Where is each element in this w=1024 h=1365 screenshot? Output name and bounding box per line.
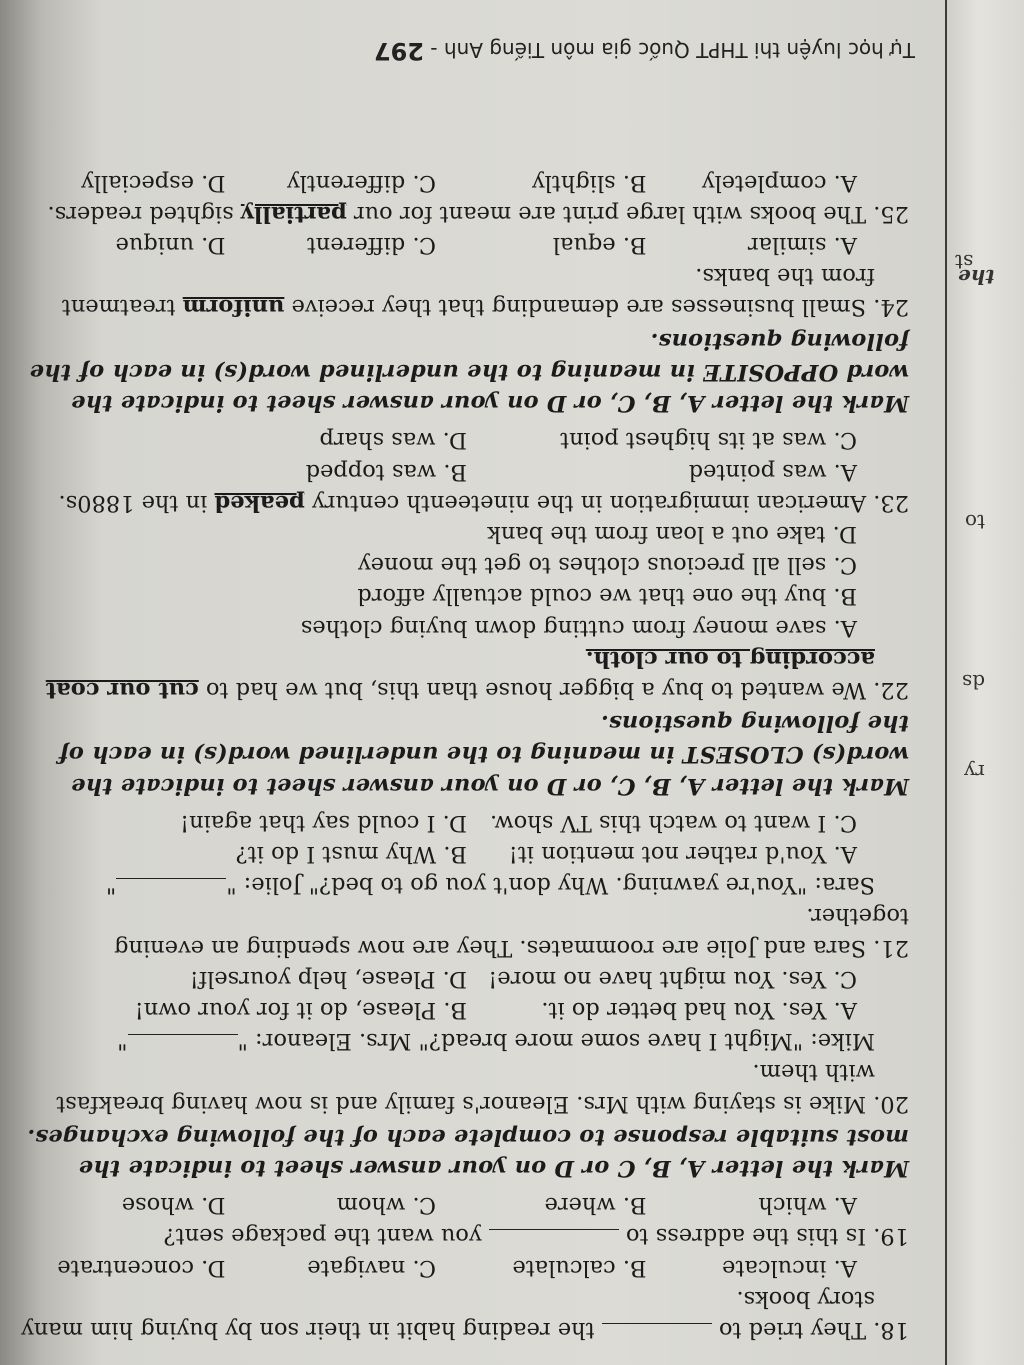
option: A. completely (701, 169, 857, 196)
option: B. Why must I do it? (235, 840, 467, 867)
question-18: 18. They tried to the reading habit in their son by buying him many (21, 1317, 909, 1343)
q20-options-row1 (15, 994, 915, 1025)
option: C. was at its highest point (560, 427, 857, 454)
option: C. sell all precious clothes to get the money (357, 552, 857, 579)
page-content: 18. They tried to the reading habit in their son by buying him many story books. A. inculcate B. calculate C. navigate D. concentrate 19. Is this the address to you want the package sent? A. which B. where C. whom D. whose Mark the letter A, B, C or D on your answer sheet to indicate the most suitable response to complete each of the following exchanges. 20. Mike is staying with Mrs. Eleanor's family and is now having breakfast with them. Mike: "Might I have some more bread?" Mrs. Eleanor: "" A. Yes. You had better do it. B. Please, do it for your own! C. Yes. You might have no more! D. Please, help yourself! 21. Sara and Jolie are roommates. They are now spending an evening together. Sara: "You're yawning. Why don't you go to bed?" Jolie: "" A. You'd rather not mention it! B. Why must I do it? C. I want to watch this TV show. D. I could say that again! Mark the letter A, B, C, or D on your answer sheet to indicate the word(s) CLOSEST in meaning to the underlined word(s) in each of the following questions. 22. We wanted to buy a bigger house than this, but we had to cut our coat according to our cloth. A. save money from cutting down buying clothes B. buy the one that we could actually afford C. sell all precious clothes to get the money D. take out a loan from the bank 23. American immigration in the nineteenth century peaked in the 1880s. A. was pointed B. was topped C. was at its highest point D. was sharp Mark the letter A, B, C, or D on your answer sheet to indicate the word OPPOSITE in meaning to the underlined word(s) in each of the following questions. 24. Small businesses are demanding that they receive uniform treatment from the banks. A. similar B. equal C. different D. unique 25. The books with large print are meant for our partially sighted readers. A. completely B. slightly C. differently D. especially (15, 166, 915, 1345)
option: B. buy the one that we could actually afford (357, 583, 857, 610)
option: B. was topped (305, 458, 467, 485)
underlined-word: partially (240, 200, 347, 227)
q21-options-row1 (15, 838, 915, 869)
option: C. I want to watch this TV show. (490, 809, 857, 836)
answer-blank (602, 1323, 712, 1344)
option: A. Yes. You had better do it. (541, 996, 857, 1023)
underlined-word: peaked (214, 489, 305, 516)
page-footer (35, 37, 915, 65)
q19-options (15, 1189, 915, 1220)
q21-options-row2 (15, 807, 915, 838)
option: D. Please, help yourself! (189, 965, 467, 992)
option: D. concentrate (57, 1254, 226, 1281)
question-20: 20. Mike is staying with Mrs. Eleanor's family and is now having breakfast (56, 1090, 909, 1117)
margin-fragment: ry (964, 760, 985, 784)
q23-options-row1 (15, 455, 915, 486)
option: B. where (544, 1192, 647, 1219)
option: A. You'd rather not mention it! (508, 840, 857, 867)
option: C. Yes. You might have no more! (488, 965, 857, 992)
page-number: 297 (373, 37, 424, 65)
instruction-opposite: Mark the letter A, B, C, or D on your answer sheet to indicate the word OPPOSITE in meaning to the underlined word(s) in each of the following questions. (29, 327, 909, 417)
option: D. I could say that again! (180, 809, 467, 836)
q20-options-row2 (15, 963, 915, 994)
margin-fragment: to (964, 510, 985, 534)
question-23: 23. American immigration in the nineteenth century peaked in the 1880s. (58, 489, 909, 516)
question-25: 25. The books with large print are meant for our partially sighted readers. (47, 200, 909, 227)
option: C. navigate (307, 1254, 436, 1281)
instruction-closest: Mark the letter A, B, C, or D on your answer sheet to indicate the word(s) CLOSEST in meaning to the underlined word(s) in each of the following questions. (58, 710, 909, 799)
instruction-exchanges: Mark the letter A, B, C or D on your answer sheet to indicate the most suitable response to complete each of the following exchanges. (27, 1123, 909, 1181)
option: A. which (758, 1192, 857, 1219)
option: A. inculcate (722, 1254, 857, 1281)
adjacent-page-strip (945, 0, 1024, 1365)
option: D. especially (81, 169, 226, 196)
option: C. differently (286, 169, 436, 196)
margin-fragment: the (958, 265, 995, 289)
underlined-phrase: according to our cloth. (585, 645, 875, 672)
option: B. slightly (531, 169, 647, 196)
option: A. was pointed (688, 458, 857, 485)
question-22: 22. We wanted to buy a bigger house than this, but we had to cut our coat (45, 676, 909, 703)
option: A. save money from cutting down buying clothes (300, 614, 857, 641)
underlined-word: uniform (182, 294, 285, 321)
answer-blank (128, 1034, 238, 1055)
question-24: 24. Small businesses are demanding that they receive uniform treatment (61, 294, 909, 321)
option: D. whose (121, 1192, 226, 1219)
footer-text: Tự học luyện thi THPT Quốc gia môn Tiếng Anh - (430, 38, 915, 62)
option: C. different (306, 232, 436, 259)
underlined-phrase: cut our coat (45, 676, 199, 703)
option: B. calculate (512, 1254, 647, 1281)
margin-fragment: ds (961, 670, 985, 694)
option: B. Please, do it for your own! (134, 996, 467, 1023)
option: B. equal (552, 232, 647, 259)
q25-options (15, 166, 915, 197)
answer-blank (116, 878, 226, 899)
option: D. was sharp (319, 427, 467, 454)
q22-options (15, 518, 915, 643)
q24-options (15, 229, 915, 260)
q23-options-row2 (15, 424, 915, 455)
option: C. whom (336, 1192, 436, 1219)
option: D. take out a loan from the bank (487, 520, 857, 547)
answer-blank (489, 1229, 619, 1250)
question-19: 19. Is this the address to you want the package sent? (163, 1223, 909, 1250)
option: D. unique (115, 232, 226, 259)
q18-options (15, 1251, 915, 1282)
option: A. similar (747, 232, 857, 259)
question-21: 21. Sara and Jolie are roommates. They are now spending an evening together. (114, 903, 909, 961)
margin-fragment: st (954, 250, 973, 274)
